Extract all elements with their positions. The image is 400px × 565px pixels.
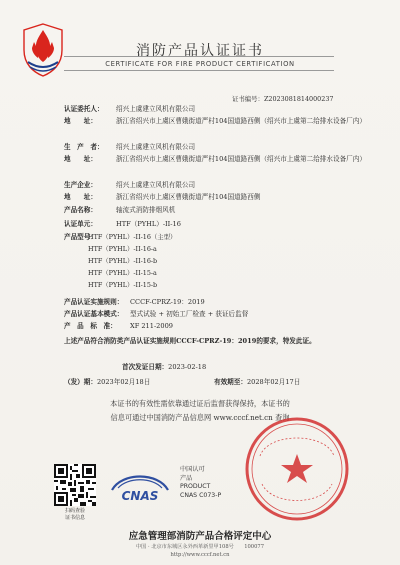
cnas-accreditation-mark [108, 468, 172, 508]
expiry-date-value: 2028年02月17日 [246, 378, 301, 386]
issuing-authority: 应急管理部消防产品合格评定中心 [128, 531, 272, 542]
expiry-date-label: 有效期至： [214, 378, 247, 386]
field-client-address-label: 地 址： [64, 117, 97, 125]
title-english: CERTIFICATE FOR FIRE PRODUCT CERTIFICATION [105, 60, 295, 68]
validity-note-line1: 本证书的有效性需依靠通过证后监督获得保持，本证书的 [110, 399, 290, 408]
qr-code[interactable] [54, 464, 96, 506]
authority-url[interactable]: http://www.cccf.net.cn [170, 552, 230, 558]
field-producer-value: 绍兴上虞建立风机有限公司 [116, 143, 196, 151]
model-item: HTF（PYHL）-II-15-a [88, 269, 157, 277]
cnas-info [180, 466, 221, 500]
title-rule-bottom [64, 70, 334, 71]
field-product-standard-label: 产 品 标 准： [64, 322, 117, 330]
field-producer-address-value: 浙江省绍兴市上虞区曹娥街道严村104国道路西侧（绍兴市上虞第二给排水设备厂内） [116, 155, 366, 163]
compliance-statement: 上述产品符合消防类产品认证实施规则CCCF-CPRZ-19：2019的要求，特发此证。 [64, 337, 316, 345]
issue-date-value: 2023年02月18日 [96, 378, 151, 386]
field-client-address [64, 116, 364, 138]
cnas-line3: PRODUCT [180, 483, 211, 490]
authority-address: 中国 · 北京市东城区永外西革新里甲108号 100077 [135, 544, 265, 550]
issue-date-label: （发）期： [64, 378, 97, 386]
first-issue-date-label: 首次发证日期： [122, 363, 169, 371]
cnas-line4: CNAS C073-P [180, 491, 222, 499]
field-manufacturer-address-value: 浙江省绍兴市上虞区曹娥街道严村104国道路西侧 [116, 193, 261, 201]
field-producer-label: 生 产 者： [64, 143, 104, 151]
expiry-date [214, 376, 300, 386]
field-implementation-rule-value: CCCF-CPRZ-19：2019 [130, 298, 205, 306]
field-models-label: 产品型号： [64, 233, 97, 241]
model-item: HTF（PYHL）-II-16（主型） [88, 233, 177, 241]
first-issue-date-value: 2023-02-18 [168, 363, 207, 371]
qr-caption-line2: 证书信息 [64, 515, 85, 521]
field-implementation-rule-label: 产品认证实施规则： [64, 298, 124, 306]
model-item: HTF（PYHL）-II-15-b [88, 281, 158, 289]
field-cert-mode-value: 型式试验 + 初始工厂检查 + 获证后监督 [130, 310, 249, 318]
certificate-number-label: 证书编号： [232, 95, 264, 103]
certificate-number [232, 94, 333, 103]
field-manufacturer-value: 绍兴上虞建立风机有限公司 [116, 181, 196, 189]
issue-date [64, 376, 150, 386]
cnas-line1: 中国认可 [180, 466, 205, 473]
qr-caption-line1: 扫码查验 [64, 508, 85, 514]
field-cert-mode-label: 产品认证基本模式： [64, 310, 124, 318]
model-item: HTF（PYHL）-II-16-a [88, 245, 157, 253]
validity-note-line2: 信息可通过中国消防产品信息网 www.cccf.net.cn 查询 [110, 413, 290, 422]
field-product-name-value: 轴流式消防排烟风机 [116, 206, 176, 214]
model-item: HTF（PYHL）-II-16-b [88, 257, 158, 265]
field-producer-address-label: 地 址： [64, 155, 97, 163]
certificate-number-value: Z2023081814000237 [263, 95, 334, 103]
field-producer-address [64, 154, 364, 176]
first-issue-date [122, 361, 206, 371]
cnas-badge-text: CNAS [121, 489, 159, 503]
cnas-line2: 产品 [180, 474, 193, 482]
field-manufacturer-address-label: 地 址： [64, 193, 97, 201]
field-client-address-value: 浙江省绍兴市上虞区曹娥街道严村104国道路西侧（绍兴市上虞第二给排水设备厂内） [116, 117, 366, 125]
field-product-standard-value: XF 211-2009 [130, 322, 173, 330]
field-cert-unit-label: 认证单元： [64, 220, 97, 228]
title-chinese: 消防产品认证证书 [136, 43, 264, 59]
field-client-label: 认证委托人： [64, 105, 104, 113]
field-product-name-label: 产品名称： [64, 206, 97, 214]
field-cert-unit-value: HTF（PYHL）-II-16 [116, 220, 181, 228]
official-seal-stamp [242, 414, 352, 524]
field-manufacturer-label: 生产企业： [64, 181, 97, 189]
field-client-value: 绍兴上虞建立风机有限公司 [116, 105, 196, 113]
